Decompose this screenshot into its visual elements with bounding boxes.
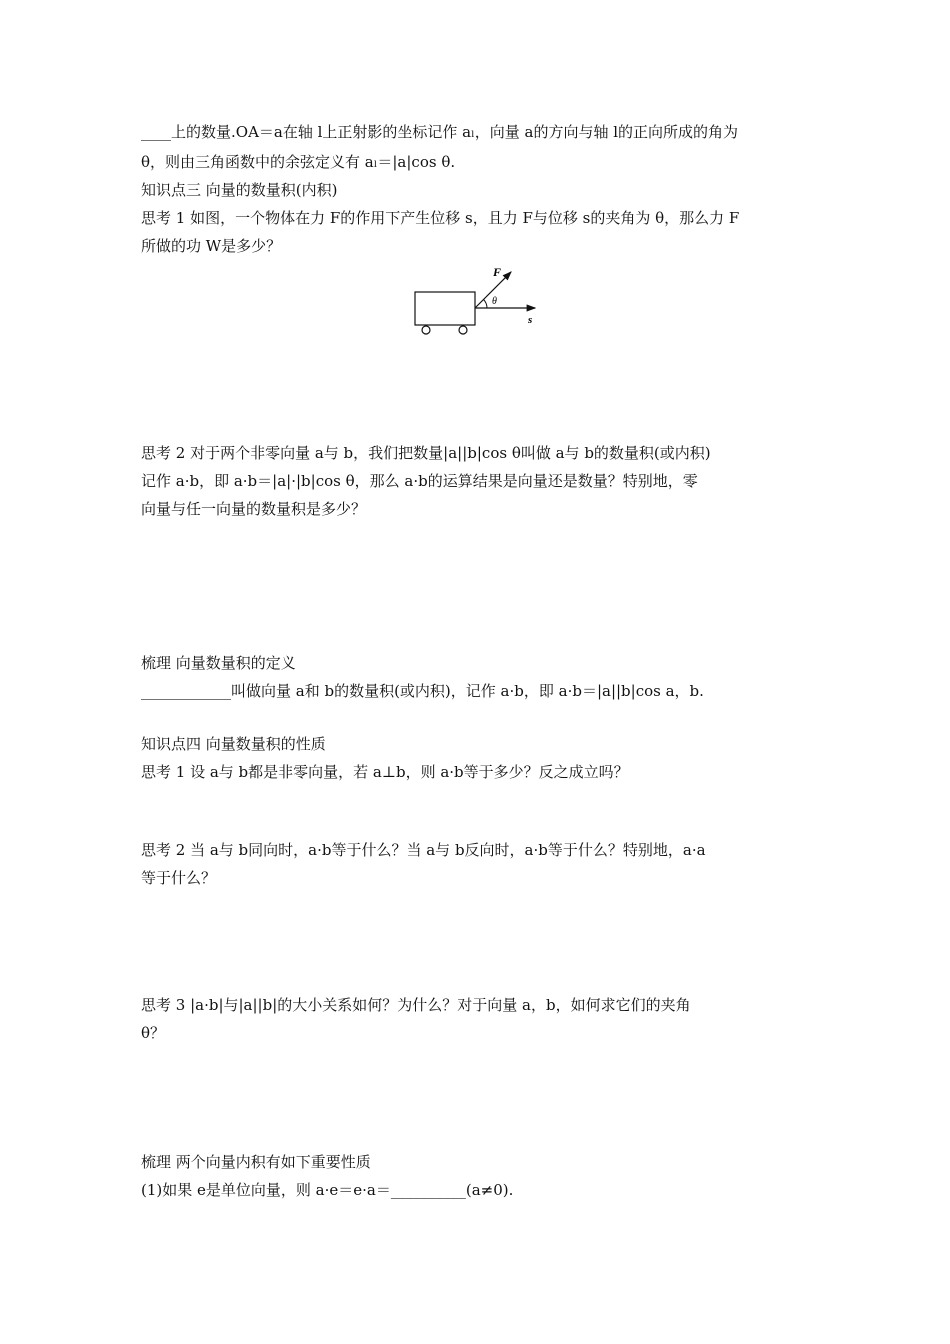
text-line: ____上的数量.OA＝a在轴 l上正射影的坐标记作 aₗ，向量 a的方向与轴 l的正向所成的角为: [141, 123, 739, 141]
property-line: (1)如果 e是单位向量，则 a·e＝e·a＝__________(a≠0).: [141, 1181, 514, 1199]
text-line: θ，则由三角函数中的余弦定义有 aₗ＝|a|cos θ.: [141, 153, 456, 171]
question-text: 思考 2 当 a与 b同向时，a·b等于什么？当 a与 b反向时，a·b等于什么？特别地，a·a: [141, 841, 706, 859]
angle-label: θ: [492, 296, 497, 307]
force-label: F: [493, 265, 502, 279]
question-text: 向量与任一向量的数量积是多少？: [141, 500, 367, 518]
question-text: 记作 a·b，即 a·b＝|a|·|b|cos θ，那么 a·b的运算结果是向量还是数量？特别地，零: [141, 472, 698, 490]
question-text: θ？: [141, 1024, 166, 1042]
displacement-label: s: [528, 314, 533, 326]
force-diagram-svg: [405, 262, 545, 342]
question-text: 思考 2 对于两个非零向量 a与 b，我们把数量|a||b|cos θ叫做 a与 b的数量积(或内积): [141, 444, 711, 462]
wheel-left: [422, 326, 430, 334]
question-text: 所做的功 W是多少？: [141, 237, 282, 255]
summary-heading: 梳理 两个向量内积有如下重要性质: [141, 1153, 371, 1171]
angle-arc: [484, 300, 488, 309]
question-text: 思考 1 设 a与 b都是非零向量，若 a⊥b，则 a·b等于多少？反之成立吗？: [141, 763, 629, 781]
question-text: 等于什么？: [141, 869, 217, 887]
force-diagram: [405, 262, 545, 342]
question-text: 思考 3 |a·b|与|a||b|的大小关系如何？为什么？对于向量 a，b，如何求它们的夹角: [141, 996, 691, 1014]
section-heading: 知识点四 向量数量积的性质: [141, 735, 326, 753]
summary-heading: 梳理 向量数量积的定义: [141, 654, 296, 672]
section-heading: 知识点三 向量的数量积(内积): [141, 181, 338, 199]
definition-line: ____________叫做向量 a和 b的数量积(或内积)，记作 a·b，即 a·b＝|a||b|cos a，b.: [141, 682, 704, 700]
question-text: 思考 1 如图，一个物体在力 F的作用下产生位移 s，且力 F与位移 s的夹角为 θ，那么力 F: [141, 209, 740, 227]
box-shape: [415, 292, 475, 325]
wheel-right: [459, 326, 467, 334]
